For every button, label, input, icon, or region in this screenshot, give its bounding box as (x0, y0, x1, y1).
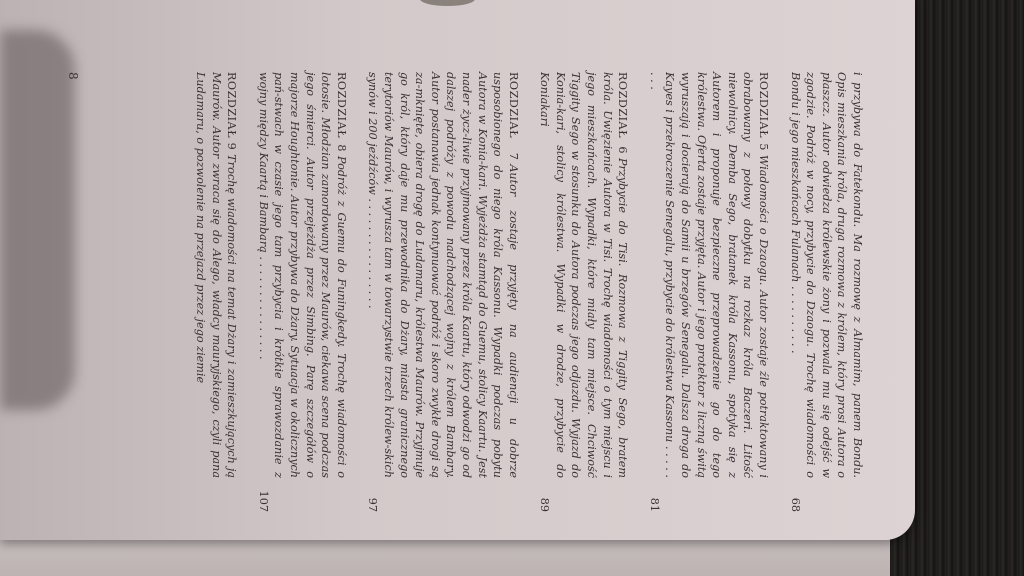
toc-page-ref: 81 (647, 497, 661, 512)
toc-chapter-6 (537, 72, 631, 512)
chapter-label: ROZDZIAŁ 9 (225, 72, 239, 151)
chapter-label: ROZDZIAŁ 6 (616, 72, 630, 154)
toc-page-ref: 68 (788, 497, 802, 512)
toc-entry-text: Trochę wiadomości na temat Dżary i zamieszkujących ją Maurów. Autor zwraca się do Alego, władcy mauryjskiego, czyli pana Ludamaru, o pozwolenie na przejazd przez jego ziemie (194, 72, 239, 478)
toc-entry-text: Przybycie do Tisi. Rozmowa z Tiggity Sego, bratem króla. Uwięzienie Autora w Tisi. Trochę wiadomości o tym miejscu i jego mieszkańcach. Wypadki, które miały tam miejsce. Chciwość Tiggity Sego w stosunku do Autora podczas jego odjazdu. Wyjazd do Konia-kari, stolicy królestwa. Wypadki w drodze, przybycie do Koniakari (538, 72, 630, 478)
toc-page-ref: 107 (256, 490, 270, 512)
page-number: 8 (66, 72, 80, 80)
toc-chapter-9 (192, 72, 239, 512)
toc-chapter-5 (646, 72, 771, 512)
chapter-label: ROZDZIAŁ 7 (506, 72, 520, 161)
toc-chapter-8 (255, 72, 349, 512)
toc-entry-text: Autor zostaje przyjęty na audiencji u dobrze usposobionego do niego króla Kassonu. Wypadki podczas pobytu Autora w Konia-kari. Wyjeżdża stamtąd do Guemu, stolicy Kaartu. Jest nader życz-liwie przyjmowany przez króla Kaartu, który odwodzi go od dalszej podróży z powodu nadchodzącej wojny z królem Bambary. Autor postanawia jednak kontynuować podróż i skoro zwykłe drogi są za-mknięte, obiera drogę do Ludamaru, królestwa Maurów. Przyjmuje go król, który daje mu przewodnika do Dżary, miasta granicznego terytoriów Maurów, i wyrusza tam w towarzystwie trzech królew-skich synów i 200 jeźdźców . . . . . . . . . . . . . . . . (366, 72, 520, 478)
chapter-label: ROZDZIAŁ 5 (757, 72, 771, 151)
toc-page-ref: 97 (366, 497, 380, 512)
toc-entry-text: i przybywa do Fatekondu. Ma rozmowę z Almamim, panem Bondu. Opis mieszkania króla, druga rozmowa z królem, który prosi Autora o płaszcz. Autor odwiedza królewskie żony i pozwala mu się odejść w zgodzie. Podróż w nocy, przybycie do Dzaogu. Trochę wiadomości o Bondu i jego mieszkańcach Fulanach . . . . . . . . . . (788, 72, 864, 478)
toc-entry-text: Podróż z Guemu do Funingkedy. Trochę wiadomości o lotosie. Młodzian zamordowany przez Maurów, ciekawa scena podczas jego śmierci. Autor przejeżdża przez Simbing. Parę szczegółów o majorze Houghtonie. Autor przybywa do Dżary. Sytuacja w okolicznych pań-stwach w czasie jego tam przybycia i krótkie sprawozdanie z wojny między Kaartą i Bambarą . . . . . . . . . . . . . . . (256, 72, 348, 478)
toc-entry-text: Wiadomości o Dzaogu. Autor zostaje źle potraktowany i obrabowany z połowy dobytku na rozkaz króla Baczeri. Litość niewolnicy. Demba Sego, bratanek króla Kassonu, spotyka się z Autorem i proponuje bezpieczne przeprowadzenie go do tego królestwa. Oferta zostaje przyjęta. Autor i jego protektor z liczną świtą wyruszają i docierają do Samii u brzegów Senegalu. Dalsza droga do Kayes i przekroczenie Senegalu, przybycie do królestwa Kassonu . . . . . . . . (647, 72, 771, 478)
chapter-label: ROZDZIAŁ 8 (334, 72, 348, 153)
toc-continuation (787, 72, 865, 512)
toc-chapter-7 (365, 72, 521, 512)
toc-page-ref: 89 (538, 497, 552, 512)
